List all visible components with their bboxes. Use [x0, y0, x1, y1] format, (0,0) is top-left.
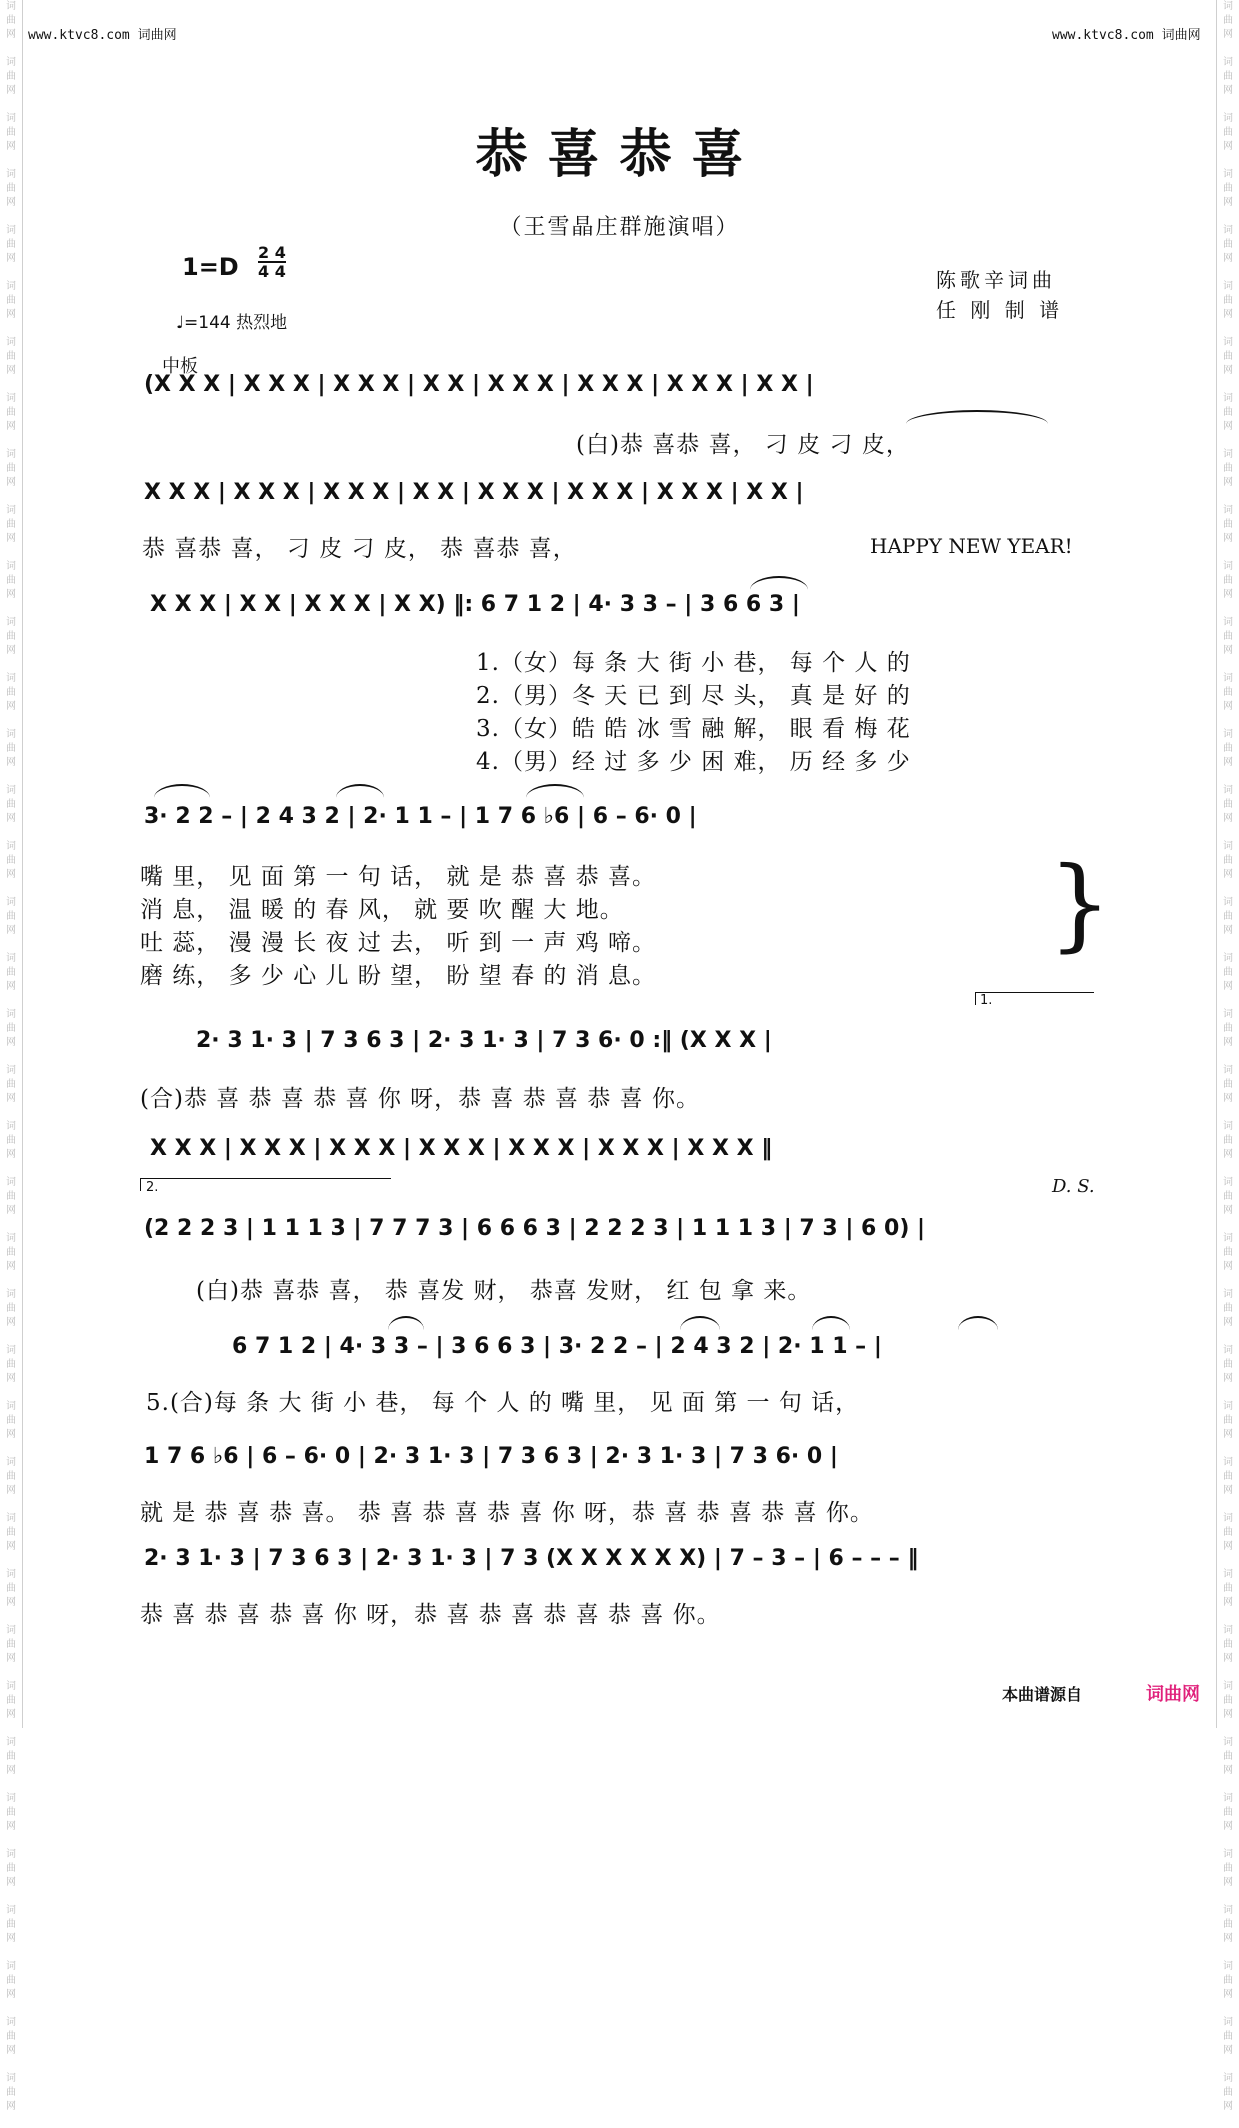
- row-4-lyric-1: 嘴 里， 见 面 第 一 句 话， 就 是 恭 喜 恭 喜。: [140, 864, 657, 890]
- verse-1-line: 1.（女）每 条 大 街 小 巷， 每 个 人 的: [476, 650, 911, 676]
- slur-3: [154, 784, 210, 798]
- footer-site-logo[interactable]: 词曲网: [1146, 1684, 1200, 1705]
- key-signature: 1=D: [182, 253, 239, 281]
- happy-new-year-text: HAPPY NEW YEAR!: [870, 534, 1073, 558]
- second-ending-label: 2.: [146, 1180, 159, 1195]
- score-row-3-notes: X X X | X X | X X X | X X) ‖: 6 7 1 2 | 4· 3 3 – | 3 6 6 3 |: [150, 592, 800, 617]
- score-row-1-notes: (X X X | X X X | X X X | X X | X X X | X X X | X X X | X X |: [144, 372, 814, 397]
- time-signature-bottom: 4 4: [258, 262, 286, 281]
- score-row-2-notes: X X X | X X X | X X X | X X | X X X | X X X | X X X | X X |: [144, 480, 804, 505]
- dal-segno-marking: D. S.: [1052, 1176, 1095, 1197]
- site-url-right[interactable]: www.ktvc8.com 词曲网: [1052, 28, 1201, 43]
- right-strip-text: 词 曲 网 词 曲 网 词 曲 网 词 曲 网 词 曲 网 词 曲 网 词 曲 网 词 曲 网 词 曲 网 词 曲 网 词 曲 网 词 曲 网 词 曲 网 词 曲 网 词 曲 网 词 曲 网 词 曲 网 词 曲 网 词 曲 网 词 曲 网 词 曲 网 词 曲 网 词 曲 网 词 曲 网 词 曲 网 词 曲 网 词 曲 网 词 曲 网 词 曲 网 词 曲 网 词 曲 网 词 曲 网 词 曲 网 词 曲 网 词 曲 网 词 曲 网 词 曲 网 词 曲 网: [1223, 1, 1233, 2112]
- row-4-lyric-2: 消 息， 温 暖 的 春 风， 就 要 吹 醒 大 地。: [140, 897, 624, 923]
- slur-1: [906, 410, 1048, 424]
- slur-9: [958, 1316, 998, 1330]
- score-row-8-notes: 6 7 1 2 | 4· 3 3 – | 3 6 6 3 | 3· 2 2 – | 2 4 3 2 | 2· 1 1 – |: [232, 1334, 882, 1359]
- score-row-7-notes: (2 2 2 3 | 1 1 1 3 | 7 7 7 3 | 6 6 6 3 | 2 2 2 3 | 1 1 1 3 | 7 3 | 6 0) |: [144, 1216, 926, 1241]
- slur-5: [526, 784, 584, 798]
- footer-source-label: 本曲谱源自: [1002, 1685, 1083, 1704]
- song-title: 恭喜恭喜: [475, 124, 764, 185]
- score-row-9-lyrics: 就 是 恭 喜 恭 喜。 恭 喜 恭 喜 恭 喜 你 呀，恭 喜 恭 喜 恭 喜 你。: [140, 1500, 874, 1526]
- score-row-8-lyrics: 5.(合)每 条 大 街 小 巷， 每 个 人 的 嘴 里， 见 面 第 一 句 话，: [146, 1390, 860, 1416]
- row-4-lyric-3: 吐 蕊， 漫 漫 长 夜 过 去， 听 到 一 声 鸡 啼。: [140, 930, 657, 956]
- score-row-10-notes: 2· 3 1· 3 | 7 3 6 3 | 2· 3 1· 3 | 7 3 (X X X X X X) | 7 – 3 – | 6 – – – ‖: [144, 1546, 919, 1571]
- slur-4: [336, 784, 384, 798]
- time-signature: [258, 244, 286, 280]
- verse-4-line: 4.（男）经 过 多 少 困 难， 历 经 多 少: [476, 749, 911, 775]
- left-strip-text: 词 曲 网 词 曲 网 词 曲 网 词 曲 网 词 曲 网 词 曲 网 词 曲 网 词 曲 网 词 曲 网 词 曲 网 词 曲 网 词 曲 网 词 曲 网 词 曲 网 词 曲 网 词 曲 网 词 曲 网 词 曲 网 词 曲 网 词 曲 网 词 曲 网 词 曲 网 词 曲 网 词 曲 网 词 曲 网 词 曲 网 词 曲 网 词 曲 网 词 曲 网 词 曲 网 词 曲 网 词 曲 网 词 曲 网 词 曲 网 词 曲 网 词 曲 网 词 曲 网 词 曲 网: [6, 1, 16, 2112]
- score-row-7-lyrics: (白)恭 喜恭 喜， 恭 喜发 财， 恭喜 发财， 红 包 拿 来。: [196, 1278, 812, 1304]
- tempo-marking: ♩=144 热烈地: [176, 313, 288, 333]
- row-4-lyric-4: 磨 练， 多 少 心 儿 盼 望， 盼 望 春 的 消 息。: [140, 963, 657, 989]
- credit-score: 任 刚 制 谱: [936, 298, 1064, 322]
- verse-2-line: 2.（男）冬 天 已 到 尽 头， 真 是 好 的: [476, 683, 911, 709]
- score-row-4-notes: 3· 2 2 – | 2 4 3 2 | 2· 1 1 – | 1 7 6 ♭6 | 6 – 6· 0 |: [144, 804, 697, 829]
- score-row-6-notes: X X X | X X X | X X X | X X X | X X X | X X X | X X X ‖: [150, 1136, 773, 1161]
- first-ending-label: 1.: [980, 993, 993, 1008]
- credit-lyrics: 陈歌辛词曲: [936, 268, 1056, 292]
- slur-8: [812, 1316, 850, 1330]
- slur-7: [680, 1316, 720, 1330]
- slur-6: [388, 1316, 424, 1330]
- score-row-2-lyrics: 恭 喜恭 喜， 刁 皮 刁 皮， 恭 喜恭 喜，: [142, 536, 577, 562]
- song-subtitle: （王雪晶庄群施演唱）: [499, 215, 740, 240]
- slur-2: [750, 576, 808, 590]
- first-ending-bracket: [975, 992, 1094, 1005]
- verse-brace: }: [1048, 845, 1112, 962]
- verse-3-line: 3.（女）皓 皓 冰 雪 融 解， 眼 看 梅 花: [476, 716, 911, 742]
- score-row-1-lyrics: (白)恭 喜恭 喜， 刁 皮 刁 皮，: [576, 432, 910, 458]
- right-margin-strip: [1216, 0, 1239, 2112]
- score-row-5-notes: 2· 3 1· 3 | 7 3 6 3 | 2· 3 1· 3 | 7 3 6· 0 :‖ (X X X |: [196, 1028, 772, 1053]
- second-ending-bracket: [140, 1178, 391, 1191]
- score-row-9-notes: 1 7 6 ♭6 | 6 – 6· 0 | 2· 3 1· 3 | 7 3 6 3 | 2· 3 1· 3 | 7 3 6· 0 |: [144, 1444, 838, 1469]
- site-url-left[interactable]: www.ktvc8.com 词曲网: [28, 28, 177, 43]
- left-margin-strip: [0, 0, 23, 2112]
- score-row-5-lyrics: (合)恭 喜 恭 喜 恭 喜 你 呀，恭 喜 恭 喜 恭 喜 你。: [140, 1086, 700, 1112]
- marking-zhongban: 中板: [162, 356, 198, 377]
- score-row-10-lyrics: 恭 喜 恭 喜 恭 喜 你 呀，恭 喜 恭 喜 恭 喜 恭 喜 你。: [140, 1602, 721, 1628]
- time-signature-top: 2 4: [258, 243, 286, 262]
